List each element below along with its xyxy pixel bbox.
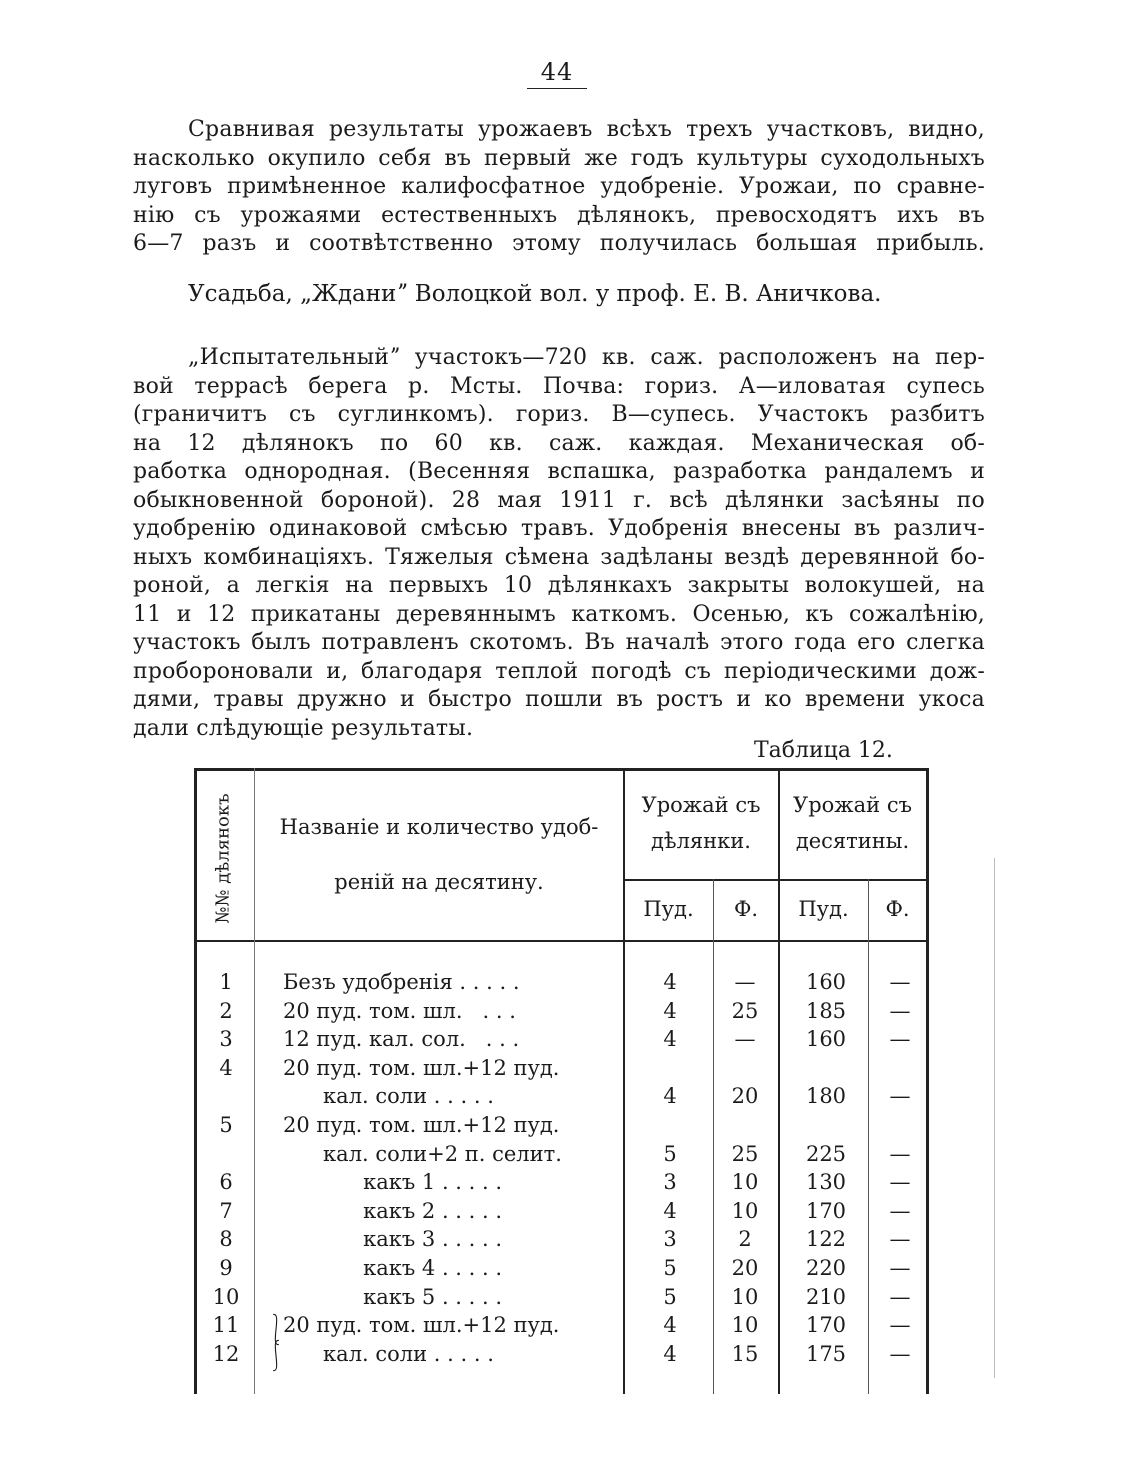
- des-yield-pud: 122: [805, 1227, 847, 1252]
- text-line: вой террасѣ берега р. Мсты. Почва: гориз. А—иловатая супесь: [133, 373, 985, 399]
- text-line: „Испытательныйˮ участокъ—720 кв. саж. расположенъ на пер-: [188, 345, 985, 370]
- row-number: 9: [219, 1256, 233, 1280]
- header-des-yield-line1: Урожай съ: [793, 793, 912, 817]
- text-line: насколько окупило себя въ первый же годъ культуры суходольныхъ: [133, 145, 985, 171]
- des-yield-f: —: [889, 1313, 911, 1338]
- text-line: (граничитъ съ суглинкомъ). гориз. В—супесь. Участокъ разбитъ: [133, 402, 985, 427]
- plot-yield-f: 25: [731, 1141, 759, 1166]
- header-name-line2: реній на десятину.: [334, 870, 544, 894]
- des-yield-pud: 170: [805, 1198, 847, 1223]
- fertilizer-name: какъ 4 . . . . .: [283, 1256, 503, 1280]
- row-number: 2: [219, 998, 233, 1023]
- plot-yield-f: —: [734, 970, 756, 994]
- fertilizer-name: 20 пуд. том. шл.+12 пуд.: [283, 1055, 560, 1080]
- des-yield-pud: 160: [805, 1027, 847, 1052]
- row-number: 5: [219, 1113, 233, 1137]
- plot-yield-pud: 4: [663, 1198, 677, 1223]
- des-yield-pud: 180: [805, 1084, 847, 1109]
- plot-yield-pud: 4: [663, 970, 677, 994]
- table-row: [0, 1285, 1134, 1313]
- table-row: [0, 1199, 1134, 1227]
- plot-yield-pud: 5: [663, 1284, 677, 1309]
- text-line: 11 и 12 прикатаны деревяннымъ каткомъ. Осенью, къ сожалѣнію,: [133, 601, 985, 627]
- table-caption: Таблица 12.: [754, 738, 893, 763]
- text-line: обыкновенной бороной). 28 мая 1911 г. всѣ дѣлянки засѣяны по: [133, 487, 985, 513]
- plot-yield-pud: 5: [663, 1256, 677, 1280]
- table-row: [0, 1113, 1134, 1141]
- brace-mark: ⎱: [268, 1313, 284, 1348]
- text-line: 6—7 разъ и соотвѣтственно этому получилась большая прибыль.: [133, 231, 985, 256]
- des-yield-f: —: [889, 1027, 911, 1052]
- row-number: 1: [219, 970, 233, 994]
- plot-yield-pud: 4: [663, 1313, 677, 1338]
- plot-yield-f: 2: [738, 1227, 752, 1252]
- table-row: [0, 1256, 1134, 1284]
- plot-yield-f: —: [734, 1027, 756, 1052]
- header-des-yield-line2: десятины.: [795, 829, 910, 853]
- row-number: 10: [212, 1284, 240, 1309]
- text-line: работка однородная. (Весенняя вспашка, разработка рандалемъ и: [133, 459, 985, 484]
- header-plot-yield-line2: дѣлянки.: [651, 829, 751, 853]
- plot-yield-pud: 4: [663, 1341, 677, 1366]
- text-line: нію съ урожаями естественныхъ дѣлянокъ, превосходятъ ихъ въ: [133, 202, 985, 228]
- plot-yield-f: 25: [731, 998, 759, 1023]
- fertilizer-name: какъ 5 . . . . .: [283, 1284, 503, 1309]
- brace-mark: ⎰: [268, 1339, 284, 1374]
- row-number: 6: [219, 1170, 233, 1195]
- row-number: 3: [219, 1027, 233, 1052]
- header-name-line1: Названіе и количество удоб-: [279, 815, 599, 839]
- des-yield-pud: 175: [805, 1341, 847, 1366]
- table-row: [0, 1084, 1134, 1112]
- des-yield-f: —: [889, 1170, 911, 1195]
- des-yield-pud: 130: [805, 1170, 847, 1195]
- des-yield-pud: 185: [805, 998, 847, 1023]
- fertilizer-name: кал. соли . . . . .: [283, 1084, 494, 1109]
- table-header-rule: [194, 940, 929, 942]
- section-heading: Усадьба, „Жданиˮ Волоцкой вол. у проф. Е. В. Аничкова.: [188, 281, 882, 307]
- plot-yield-pud: 4: [663, 998, 677, 1023]
- row-number: 4: [219, 1055, 233, 1080]
- text-line: участокъ былъ потравленъ скотомъ. Въ началѣ этого года его слегка: [133, 630, 985, 655]
- fertilizer-name: какъ 3 . . . . .: [283, 1227, 503, 1252]
- text-line: дали слѣдующіе результаты.: [133, 715, 474, 741]
- fertilizer-name: какъ 2 . . . . .: [283, 1198, 503, 1223]
- row-number: 8: [219, 1227, 233, 1252]
- des-yield-pud: 220: [805, 1256, 847, 1280]
- page-number: 44: [527, 58, 587, 89]
- plot-yield-pud: 3: [663, 1227, 677, 1252]
- table-row: [0, 1313, 1134, 1341]
- text-line: на 12 дѣлянокъ по 60 кв. саж. каждая. Механическая об-: [133, 430, 985, 456]
- table-row: [0, 1056, 1134, 1084]
- text-line: пробороновали и, благодаря теплой погодѣ съ періодическими дож-: [133, 658, 985, 684]
- table-row: [0, 970, 1134, 998]
- header-plots: [197, 776, 249, 940]
- paragraph-experiment: [133, 344, 985, 743]
- plot-yield-f: 10: [731, 1170, 759, 1195]
- row-number: 12: [212, 1341, 240, 1366]
- row-number: 11: [212, 1313, 240, 1338]
- fertilizer-name: 20 пуд. том. шл.+12 пуд.: [283, 1113, 560, 1137]
- des-yield-f: —: [889, 1198, 911, 1223]
- fertilizer-name: кал. соли+2 п. селит.: [283, 1141, 562, 1166]
- plot-yield-f: 10: [731, 1198, 759, 1223]
- des-yield-pud: 210: [805, 1284, 847, 1309]
- table-row: [0, 1227, 1134, 1255]
- des-yield-f: —: [889, 1141, 911, 1166]
- des-yield-f: —: [889, 1341, 911, 1366]
- subheader-pud: Пуд.: [643, 897, 694, 921]
- des-yield-pud: 160: [805, 970, 847, 994]
- text-line: дями, травы дружно и быстро пошли въ ростъ и ко времени укоса: [133, 687, 985, 712]
- des-yield-f: —: [889, 1084, 911, 1109]
- text-line: роной, а легкія на первыхъ 10 дѣлянкахъ закрыты волокушей, на: [133, 573, 985, 598]
- text-line: ныхъ комбинаціяхъ. Тяжелыя сѣмена задѣланы вездѣ деревянной бо-: [133, 544, 985, 570]
- table-row: [0, 1170, 1134, 1198]
- table-row: [0, 999, 1134, 1027]
- des-yield-f: —: [889, 1256, 911, 1280]
- fertilizer-name: какъ 1 . . . . .: [283, 1170, 503, 1195]
- subheader-f: Ф.: [733, 897, 759, 921]
- fertilizer-name: кал. соли . . . . .: [283, 1341, 494, 1366]
- plot-yield-f: 20: [731, 1256, 759, 1280]
- plot-yield-f: 10: [731, 1284, 759, 1309]
- des-yield-pud: 225: [805, 1141, 847, 1166]
- fertilizer-name: 20 пуд. том. шл.+12 пуд.: [283, 1313, 560, 1338]
- text-line: удобренію одинаковой смѣсью травъ. Удобренія внесены въ различ-: [133, 516, 985, 541]
- des-yield-f: —: [889, 1284, 911, 1309]
- table-row: [0, 1142, 1134, 1170]
- header-plots-label: №№ дѣлянокъ: [212, 792, 234, 924]
- header-plot-yield-line1: Урожай съ: [641, 793, 761, 817]
- plot-yield-pud: 5: [663, 1141, 677, 1166]
- fertilizer-name: Безъ удобренія . . . . .: [283, 970, 520, 994]
- fertilizer-name: 20 пуд. том. шл. . . .: [283, 998, 516, 1023]
- des-yield-f: —: [889, 998, 911, 1023]
- table-subheader-rule: [623, 879, 929, 881]
- des-yield-f: —: [889, 970, 911, 994]
- paragraph-results: [133, 116, 985, 259]
- plot-yield-f: 10: [731, 1313, 759, 1338]
- table-row: [0, 1027, 1134, 1055]
- des-yield-pud: 170: [805, 1313, 847, 1338]
- plot-yield-pud: 3: [663, 1170, 677, 1195]
- row-number: 7: [219, 1198, 233, 1223]
- plot-yield-f: 20: [731, 1084, 759, 1109]
- subheader-pud: Пуд.: [798, 897, 849, 921]
- subheader-f: Ф.: [885, 897, 910, 921]
- text-line: Сравнивая результаты урожаевъ всѣхъ трехъ участковъ, видно,: [188, 117, 985, 142]
- fertilizer-name: 12 пуд. кал. сол. . . .: [283, 1027, 520, 1052]
- table-row: [0, 1339, 1134, 1374]
- plot-yield-pud: 4: [663, 1084, 677, 1109]
- text-line: луговъ примѣненное калифосфатное удобреніе. Урожаи, по сравне-: [133, 174, 985, 199]
- plot-yield-pud: 4: [663, 1027, 677, 1052]
- table-top-rule: [194, 768, 929, 771]
- des-yield-f: —: [889, 1227, 911, 1252]
- plot-yield-f: 15: [731, 1341, 759, 1366]
